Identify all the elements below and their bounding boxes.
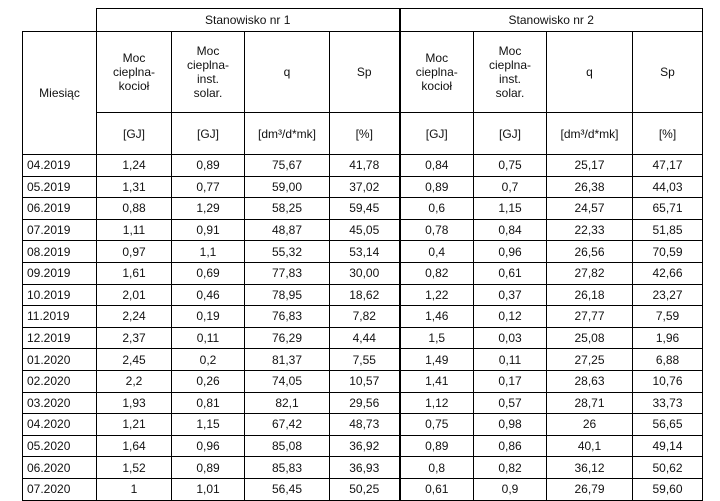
table-row bbox=[23, 435, 703, 457]
value-cell: 24,57 bbox=[547, 198, 633, 220]
value-cell: 76,83 bbox=[245, 306, 330, 328]
value-cell: 1,49 bbox=[400, 349, 474, 371]
table-row bbox=[23, 457, 703, 479]
value-cell: 1,93 bbox=[97, 392, 172, 414]
value-cell: 26,79 bbox=[547, 478, 633, 500]
value-cell: 59,00 bbox=[245, 176, 330, 198]
value-cell: 55,32 bbox=[245, 241, 330, 263]
month-cell: 11.2019 bbox=[23, 306, 97, 328]
station2-header: Stanowisko nr 2 bbox=[400, 9, 703, 32]
value-cell: 0,2 bbox=[172, 349, 245, 371]
month-header: Miesiąc bbox=[23, 32, 97, 155]
value-cell: 0,75 bbox=[474, 155, 547, 177]
value-cell: 40,1 bbox=[547, 435, 633, 457]
value-cell: 1,11 bbox=[97, 219, 172, 241]
value-cell: 0,57 bbox=[474, 392, 547, 414]
value-cell: 0,37 bbox=[474, 284, 547, 306]
table-row bbox=[23, 370, 703, 392]
value-cell: 1,15 bbox=[474, 198, 547, 220]
col-solar-header: Moc cieplna- inst. solar. bbox=[474, 32, 547, 113]
month-cell: 08.2019 bbox=[23, 241, 97, 263]
value-cell: 1 bbox=[97, 478, 172, 500]
value-cell: 26,18 bbox=[547, 284, 633, 306]
value-cell: 0,69 bbox=[172, 262, 245, 284]
value-cell: 0,6 bbox=[400, 198, 474, 220]
value-cell: 1,12 bbox=[400, 392, 474, 414]
value-cell: 0,96 bbox=[474, 241, 547, 263]
unit-cell: [GJ] bbox=[400, 113, 474, 155]
value-cell: 50,25 bbox=[330, 478, 400, 500]
value-cell: 36,92 bbox=[330, 435, 400, 457]
value-cell: 0,77 bbox=[172, 176, 245, 198]
value-cell: 10,57 bbox=[330, 370, 400, 392]
table-row bbox=[23, 241, 703, 263]
value-cell: 51,85 bbox=[633, 219, 703, 241]
value-cell: 41,78 bbox=[330, 155, 400, 177]
value-cell: 74,05 bbox=[245, 370, 330, 392]
value-cell: 76,29 bbox=[245, 327, 330, 349]
value-cell: 78,95 bbox=[245, 284, 330, 306]
value-cell: 1,24 bbox=[97, 155, 172, 177]
station1-header: Stanowisko nr 1 bbox=[97, 9, 400, 32]
value-cell: 0,91 bbox=[172, 219, 245, 241]
unit-cell: [%] bbox=[633, 113, 703, 155]
value-cell: 53,14 bbox=[330, 241, 400, 263]
value-cell: 85,08 bbox=[245, 435, 330, 457]
value-cell: 2,24 bbox=[97, 306, 172, 328]
month-cell: 07.2020 bbox=[23, 478, 97, 500]
value-cell: 36,12 bbox=[547, 457, 633, 479]
value-cell: 1,96 bbox=[633, 327, 703, 349]
value-cell: 0,97 bbox=[97, 241, 172, 263]
value-cell: 0,89 bbox=[172, 457, 245, 479]
value-cell: 42,66 bbox=[633, 262, 703, 284]
value-cell: 0,88 bbox=[97, 198, 172, 220]
table-row bbox=[23, 176, 703, 198]
unit-cell: [GJ] bbox=[97, 113, 172, 155]
value-cell: 7,59 bbox=[633, 306, 703, 328]
value-cell: 1,5 bbox=[400, 327, 474, 349]
value-cell: 7,82 bbox=[330, 306, 400, 328]
unit-cell: [dm³/d*mk] bbox=[245, 113, 330, 155]
value-cell: 28,71 bbox=[547, 392, 633, 414]
value-cell: 0,81 bbox=[172, 392, 245, 414]
value-cell: 2,2 bbox=[97, 370, 172, 392]
table-body bbox=[23, 155, 703, 501]
value-cell: 1,21 bbox=[97, 414, 172, 436]
month-cell: 10.2019 bbox=[23, 284, 97, 306]
value-cell: 10,76 bbox=[633, 370, 703, 392]
col-sp-header: Sp bbox=[633, 32, 703, 113]
value-cell: 56,45 bbox=[245, 478, 330, 500]
unit-cell: [dm³/d*mk] bbox=[547, 113, 633, 155]
month-cell: 05.2019 bbox=[23, 176, 97, 198]
value-cell: 0,46 bbox=[172, 284, 245, 306]
unit-cell: [GJ] bbox=[474, 113, 547, 155]
month-cell: 01.2020 bbox=[23, 349, 97, 371]
value-cell: 4,44 bbox=[330, 327, 400, 349]
month-cell: 04.2020 bbox=[23, 414, 97, 436]
month-cell: 07.2019 bbox=[23, 219, 97, 241]
value-cell: 0,89 bbox=[400, 176, 474, 198]
value-cell: 1,61 bbox=[97, 262, 172, 284]
month-cell: 12.2019 bbox=[23, 327, 97, 349]
table-row bbox=[23, 349, 703, 371]
value-cell: 0,17 bbox=[474, 370, 547, 392]
table-row bbox=[23, 414, 703, 436]
value-cell: 0,78 bbox=[400, 219, 474, 241]
value-cell: 0,8 bbox=[400, 457, 474, 479]
month-cell: 02.2020 bbox=[23, 370, 97, 392]
value-cell: 58,25 bbox=[245, 198, 330, 220]
value-cell: 26,38 bbox=[547, 176, 633, 198]
value-cell: 27,82 bbox=[547, 262, 633, 284]
month-cell: 03.2020 bbox=[23, 392, 97, 414]
value-cell: 82,1 bbox=[245, 392, 330, 414]
table-row bbox=[23, 155, 703, 177]
value-cell: 1,29 bbox=[172, 198, 245, 220]
value-cell: 0,82 bbox=[474, 457, 547, 479]
table-row bbox=[23, 306, 703, 328]
value-cell: 0,03 bbox=[474, 327, 547, 349]
value-cell: 6,88 bbox=[633, 349, 703, 371]
col-q-header: q bbox=[547, 32, 633, 113]
unit-cell: [%] bbox=[330, 113, 400, 155]
value-cell: 48,73 bbox=[330, 414, 400, 436]
value-cell: 1,52 bbox=[97, 457, 172, 479]
value-cell: 59,60 bbox=[633, 478, 703, 500]
value-cell: 56,65 bbox=[633, 414, 703, 436]
value-cell: 81,37 bbox=[245, 349, 330, 371]
value-cell: 1,46 bbox=[400, 306, 474, 328]
col-sp-header: Sp bbox=[330, 32, 400, 113]
value-cell: 0,96 bbox=[172, 435, 245, 457]
value-cell: 2,45 bbox=[97, 349, 172, 371]
value-cell: 1,01 bbox=[172, 478, 245, 500]
value-cell: 18,62 bbox=[330, 284, 400, 306]
month-cell: 06.2020 bbox=[23, 457, 97, 479]
data-table bbox=[22, 8, 703, 501]
table-row bbox=[23, 198, 703, 220]
value-cell: 0,12 bbox=[474, 306, 547, 328]
value-cell: 1,64 bbox=[97, 435, 172, 457]
value-cell: 0,84 bbox=[400, 155, 474, 177]
value-cell: 48,87 bbox=[245, 219, 330, 241]
month-cell: 05.2020 bbox=[23, 435, 97, 457]
value-cell: 1,22 bbox=[400, 284, 474, 306]
value-cell: 29,56 bbox=[330, 392, 400, 414]
value-cell: 33,73 bbox=[633, 392, 703, 414]
value-cell: 1,41 bbox=[400, 370, 474, 392]
table-row bbox=[23, 219, 703, 241]
month-cell: 04.2019 bbox=[23, 155, 97, 177]
value-cell: 25,08 bbox=[547, 327, 633, 349]
value-cell: 36,93 bbox=[330, 457, 400, 479]
value-cell: 1,31 bbox=[97, 176, 172, 198]
value-cell: 0,7 bbox=[474, 176, 547, 198]
value-cell: 0,61 bbox=[474, 262, 547, 284]
value-cell: 30,00 bbox=[330, 262, 400, 284]
value-cell: 26 bbox=[547, 414, 633, 436]
value-cell: 26,56 bbox=[547, 241, 633, 263]
value-cell: 27,77 bbox=[547, 306, 633, 328]
value-cell: 0,11 bbox=[172, 327, 245, 349]
value-cell: 0,89 bbox=[172, 155, 245, 177]
value-cell: 0,4 bbox=[400, 241, 474, 263]
unit-cell: [GJ] bbox=[172, 113, 245, 155]
value-cell: 0,98 bbox=[474, 414, 547, 436]
table-row bbox=[23, 327, 703, 349]
value-cell: 25,17 bbox=[547, 155, 633, 177]
value-cell: 0,9 bbox=[474, 478, 547, 500]
value-cell: 59,45 bbox=[330, 198, 400, 220]
value-cell: 85,83 bbox=[245, 457, 330, 479]
value-cell: 22,33 bbox=[547, 219, 633, 241]
col-solar-header: Moc cieplna- inst. solar. bbox=[172, 32, 245, 113]
corner-cell bbox=[23, 9, 97, 32]
value-cell: 0,75 bbox=[400, 414, 474, 436]
value-cell: 0,86 bbox=[474, 435, 547, 457]
value-cell: 0,11 bbox=[474, 349, 547, 371]
value-cell: 50,62 bbox=[633, 457, 703, 479]
value-cell: 2,37 bbox=[97, 327, 172, 349]
table-row bbox=[23, 284, 703, 306]
value-cell: 37,02 bbox=[330, 176, 400, 198]
table-row bbox=[23, 262, 703, 284]
value-cell: 75,67 bbox=[245, 155, 330, 177]
table-row bbox=[23, 478, 703, 500]
col-boiler-header: Moc cieplna- kocioł bbox=[97, 32, 172, 113]
month-cell: 06.2019 bbox=[23, 198, 97, 220]
col-q-header: q bbox=[245, 32, 330, 113]
value-cell: 0,84 bbox=[474, 219, 547, 241]
value-cell: 23,27 bbox=[633, 284, 703, 306]
table-row bbox=[23, 392, 703, 414]
value-cell: 0,82 bbox=[400, 262, 474, 284]
value-cell: 44,03 bbox=[633, 176, 703, 198]
value-cell: 0,26 bbox=[172, 370, 245, 392]
value-cell: 45,05 bbox=[330, 219, 400, 241]
value-cell: 0,61 bbox=[400, 478, 474, 500]
value-cell: 1,15 bbox=[172, 414, 245, 436]
value-cell: 49,14 bbox=[633, 435, 703, 457]
value-cell: 27,25 bbox=[547, 349, 633, 371]
value-cell: 77,83 bbox=[245, 262, 330, 284]
value-cell: 47,17 bbox=[633, 155, 703, 177]
value-cell: 65,71 bbox=[633, 198, 703, 220]
value-cell: 0,19 bbox=[172, 306, 245, 328]
col-boiler-header: Moc cieplna- kocioł bbox=[400, 32, 474, 113]
value-cell: 70,59 bbox=[633, 241, 703, 263]
month-cell: 09.2019 bbox=[23, 262, 97, 284]
value-cell: 28,63 bbox=[547, 370, 633, 392]
value-cell: 1,1 bbox=[172, 241, 245, 263]
value-cell: 67,42 bbox=[245, 414, 330, 436]
value-cell: 2,01 bbox=[97, 284, 172, 306]
value-cell: 0,89 bbox=[400, 435, 474, 457]
value-cell: 7,55 bbox=[330, 349, 400, 371]
